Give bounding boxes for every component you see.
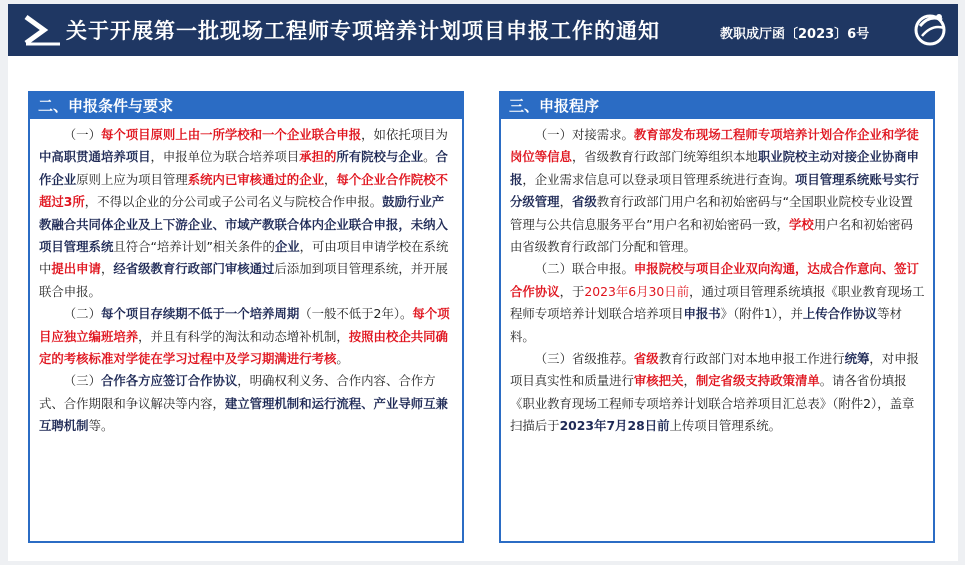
highlight-bold: 建立管理机制和运行流程、产业导师互兼互聘机制 [39, 395, 448, 434]
paragraph-3 [510, 348, 925, 438]
highlight-red: 提出申请 [51, 261, 101, 277]
text: 且符合“培养计划”相关条件的 [113, 239, 275, 255]
highlight-bold: 经省级教育行政部门审核通过 [113, 261, 275, 277]
highlight-bold: 鼓励行业产教融合共同体企业及上下游企业、市域产教联合体内企业联合申报，未纳入项目管理系统 [39, 194, 448, 255]
text: 原则上应为项目管理 [76, 171, 188, 187]
text: 等。 [88, 418, 114, 434]
text: ， [323, 171, 337, 187]
paragraph-3 [39, 370, 454, 437]
panel-requirements [28, 91, 464, 543]
highlight-red: 省级 [633, 351, 659, 367]
text: 。 [336, 351, 349, 367]
text: ，申报单位为联合培养项目 [150, 149, 300, 165]
panel-procedure [499, 91, 935, 543]
highlight-red: 申报院校与项目企业双向沟通，达成合作意向、签订合作协议 [510, 261, 919, 299]
highlight-red: 教育部发布现场工程师专项培养计划合作企业和学徒岗位等信息 [510, 127, 919, 165]
text: 教育行政部门用户名和初始密码与“全国职业院校专业设置管理与公共信息服务平台”用户名和初始密码一致， [510, 194, 913, 232]
paragraph-1 [510, 124, 925, 258]
page-title: 关于开展第一批现场工程师专项培养计划项目申报工作的通知 [66, 19, 660, 43]
text: ， [100, 261, 114, 277]
highlight-red: 制定省级支持政策清单 [695, 373, 820, 389]
panel-heading: 三、申报程序 [501, 93, 933, 119]
text: 教育行政部门对本地申报工作进行 [658, 351, 845, 367]
text: ，企业需求信息可以登录项目管理系统进行查询。 [522, 171, 795, 187]
arrow-chevron-icon [22, 13, 62, 47]
highlight-red: 按照由校企共同确定的考核标准对学徒在学习过程中及学习期满进行考核 [39, 328, 448, 367]
highlight-red: 承担的 [299, 149, 337, 165]
text: ，明确权利义务、合作内容、合作方式、合作期限和争议解决等内容， [39, 373, 436, 411]
text: （三）省级推荐。 [534, 351, 634, 367]
text: ，对申报项目真实性和质量进行 [510, 351, 919, 389]
text: 等材料。 [510, 306, 902, 344]
text: 上传项目管理系统。 [669, 418, 781, 434]
text: （二） [63, 306, 101, 322]
highlight-red: 每个企业合作院校不超过3所 [39, 171, 448, 210]
ministry-logo-icon [912, 10, 948, 48]
paragraph-2 [510, 258, 925, 348]
highlight-bold: 企业 [274, 239, 300, 255]
text: ，可由项目申请学校在系统中 [39, 239, 449, 277]
text: ， [559, 194, 572, 210]
highlight-red: 每个项目原则上由一所学校和一个企业联合申报 [100, 127, 362, 142]
highlight-date: 2023年6月30日前 [584, 283, 690, 299]
text: （一） [63, 127, 101, 142]
highlight-bold: 项目管理系统账号实行分级管理 [510, 171, 919, 210]
highlight-red: 审核把关 [633, 373, 684, 389]
highlight-red: 每个项目应独立编班培养 [39, 306, 450, 344]
panel-body [501, 119, 933, 438]
text: ，不得以企业的分公司或子公司名义与院校合作申报。 [84, 194, 383, 210]
text: （一般不低于2年）。 [299, 306, 413, 322]
paragraph-1 [39, 124, 454, 303]
text: 用户名和初始密码由省级教育行政部门分配和管理。 [510, 216, 913, 255]
text: ，并且有科学的淘汰和动态增补机制， [138, 328, 349, 344]
document-number: 教职成厅函〔2023〕6号 [720, 27, 870, 42]
highlight-red: 学校 [789, 216, 814, 232]
highlight-bold: 中高职贯通培养项目 [39, 149, 151, 165]
highlight-bold: 所有院校与企业 [336, 149, 424, 165]
text: 后添加到项目管理系统，并开展联合申报。 [39, 261, 448, 299]
text: 。 [423, 149, 436, 165]
highlight-bold: 申报书 [683, 306, 721, 322]
text: ，于 [559, 283, 585, 299]
highlight-bold: 合作各方应签订合作协议 [100, 373, 238, 389]
slide [8, 4, 958, 561]
text: 》（附件1），并 [720, 306, 803, 322]
text: ，省级教育行政部门统筹组织本地 [571, 149, 758, 165]
text: ，如依托项目为 [361, 127, 448, 142]
text: ， [683, 373, 696, 389]
highlight-red: 系统内已审核通过的企业 [187, 171, 324, 187]
text: （三） [63, 373, 101, 389]
highlight-bold: 职业院校主动对接企业协商申报 [510, 149, 919, 187]
panel-heading: 二、申报条件与要求 [30, 93, 462, 119]
text: （一）对接需求。 [534, 127, 634, 142]
highlight-bold: 合作企业 [39, 149, 448, 187]
highlight-bold: 上传合作协议 [802, 306, 878, 322]
highlight-bold: 每个项目存续期不低于一个培养周期 [100, 306, 300, 322]
paragraph-2 [39, 303, 454, 370]
highlight-bold: 2023年7月28日前 [559, 418, 670, 434]
text: 。请各省份填报《职业教育现场工程师专项培养计划联合培养项目汇总表》（附件2），盖章扫描后于 [510, 373, 915, 434]
highlight-bold: 省级 [571, 194, 597, 210]
panel-body [30, 119, 462, 438]
title-bar [8, 4, 958, 56]
highlight-bold: 统筹 [844, 351, 870, 367]
text: （二）联合申报。 [534, 261, 634, 277]
text: ，通过项目管理系统填报《职业教育现场工程师专项培养计划联合培养项目 [510, 283, 925, 322]
